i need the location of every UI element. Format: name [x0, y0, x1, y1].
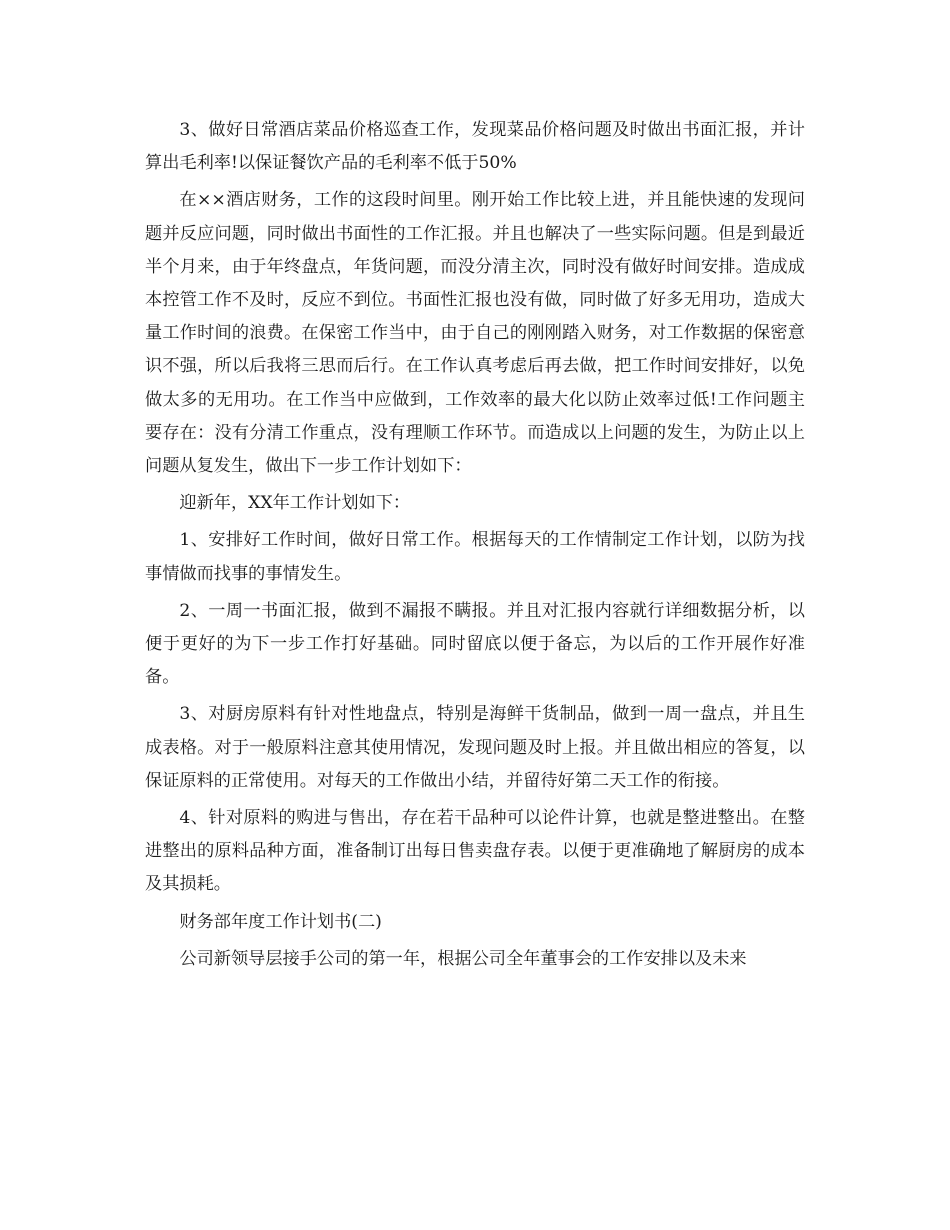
paragraph-plan-item-2: 2、一周一书面汇报，做到不漏报不瞒报。并且对汇报内容就行详细数据分析，以便于更好的为下一步工作打好基础。同时留底以便于备忘，为以后的工作开展作好准备。: [145, 600, 805, 688]
paragraph-new-year-plan-intro: 迎新年，XX年工作计划如下：: [179, 493, 411, 514]
paragraph-work-review: 在××酒店财务，工作的这段时间里。刚开始工作比较上进，并且能快速的发现问题并反应问题，同时做出书面性的工作汇报。并且也解决了一些实际问题。但是到最近半个月来，由于年终盘点，年货问题，而没分清主次，同时没有做好时间安排。造成成本控管工作不及时，反应不到位。书面性汇报也没有做，同时做了好多无用功，造成大量工作时间的浪费。在保密工作当中，由于自己的刚刚踏入财务，对工作数据的保密意识不强，所以后我将三思而后行。在工作认真考虑后再去做，把工作时间安排好，以免做太多的无用功。在工作当中应做到，工作效率的最大化以防止效率过低!工作问题主要存在：没有分清工作重点，没有理顺工作环节。而造成以上问题的发生，为防止以上问题从复发生，做出下一步工作计划如下：: [145, 190, 805, 477]
paragraph-plan-item-3: 3、对厨房原料有针对性地盘点，特别是海鲜干货制品，做到一周一盘点，并且生成表格。对于一般原料注意其使用情况，发现问题及时上报。并且做出相应的答复，以保证原料的正常使用。对每天的工作做出小结，并留待好第二天工作的衔接。: [145, 704, 805, 791]
document-body: [145, 114, 805, 980]
paragraph-plan-item-4: 4、针对原料的购进与售出，存在若干品种可以论件计算，也就是整进整出。在整进整出的原料品种方面，准备制订出每日售卖盘存表。以便于更准确地了解厨房的成本及其损耗。: [145, 808, 805, 895]
paragraph-section-intro: 公司新领导层接手公司的第一年，根据公司全年董事会的工作安排以及未来: [179, 948, 747, 969]
paragraph-menu-price-check: 3、做好日常酒店菜品价格巡查工作，发现菜品价格问题及时做出书面汇报，并计算出毛利率!以保证餐饮产品的毛利率不低于50%: [145, 120, 805, 174]
section-heading: 财务部年度工作计划书(二): [179, 911, 382, 932]
paragraph-plan-item-1: 1、安排好工作时间，做好日常工作。根据每天的工作情制定工作计划，以防为找事情做而找事的事情发生。: [145, 530, 805, 584]
